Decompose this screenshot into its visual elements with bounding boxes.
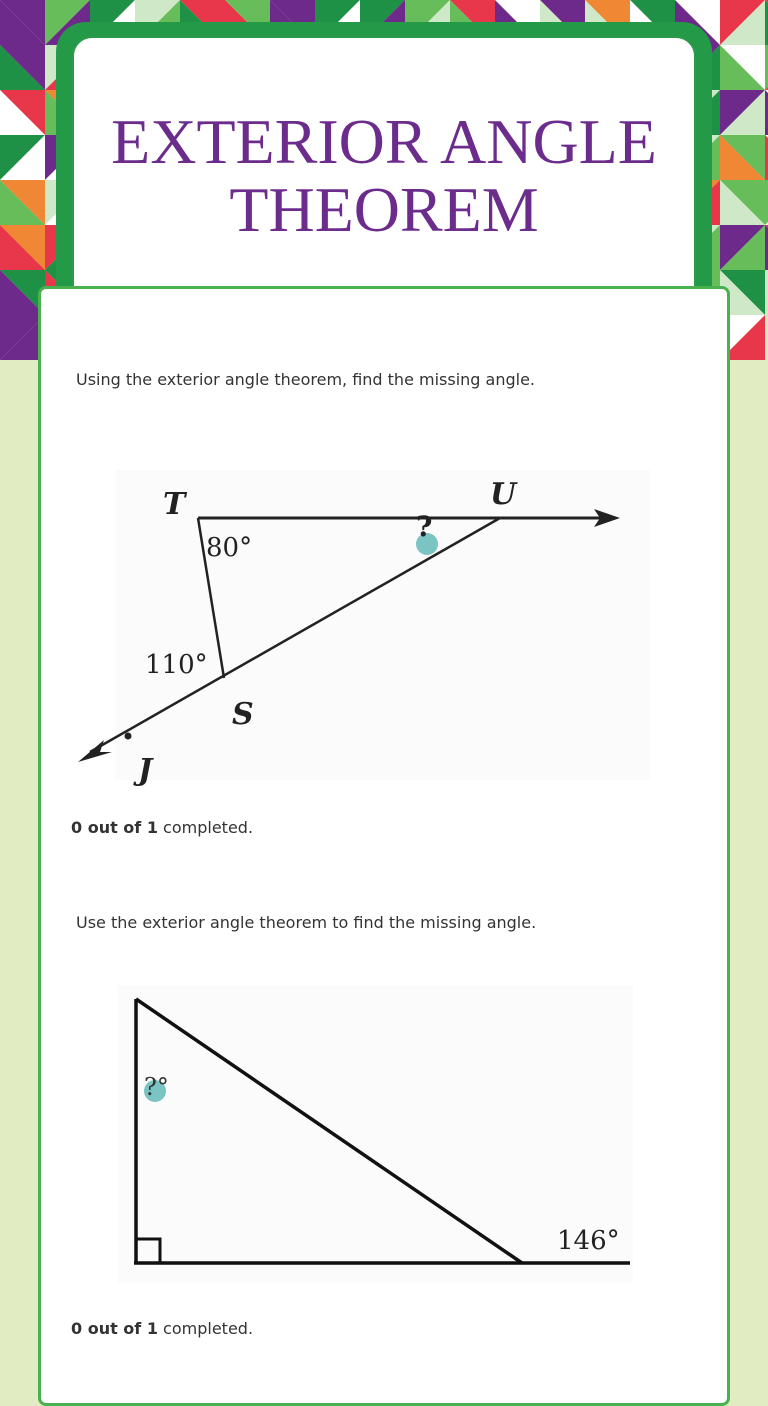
vertex-label-j: J (138, 753, 153, 788)
question-2-progress-suffix: completed. (157, 1319, 254, 1338)
point-j-dot (125, 733, 132, 740)
vertex-label-t: T (163, 487, 186, 522)
question-1-progress-suffix: completed. (157, 818, 254, 837)
angle-label-80: 80° (206, 533, 253, 563)
question-2-progress (71, 1319, 253, 1339)
question-2-prompt: Use the exterior angle theorem to find the missing angle. (76, 913, 537, 932)
question-1-prompt: Using the exterior angle theorem, find the missing angle. (76, 370, 536, 389)
unknown-angle-label: ?° (144, 1073, 169, 1101)
angle-label-146: 146° (557, 1226, 620, 1256)
question-1-progress-count: 0 out of 1 (71, 818, 158, 837)
page-title: EXTERIOR ANGLE THEOREM (111, 106, 657, 245)
question-2-right-triangle-figure (110, 985, 640, 1285)
question-1-triangle-figure (60, 462, 660, 792)
angle-label-110: 110° (145, 650, 208, 680)
question-2-progress-count: 0 out of 1 (71, 1319, 158, 1338)
unknown-angle-label: ? (416, 510, 433, 543)
question-1-progress (71, 818, 253, 838)
vertex-label-s: S (232, 697, 254, 732)
figure-background (118, 985, 633, 1283)
vertex-label-u: U (490, 477, 517, 512)
